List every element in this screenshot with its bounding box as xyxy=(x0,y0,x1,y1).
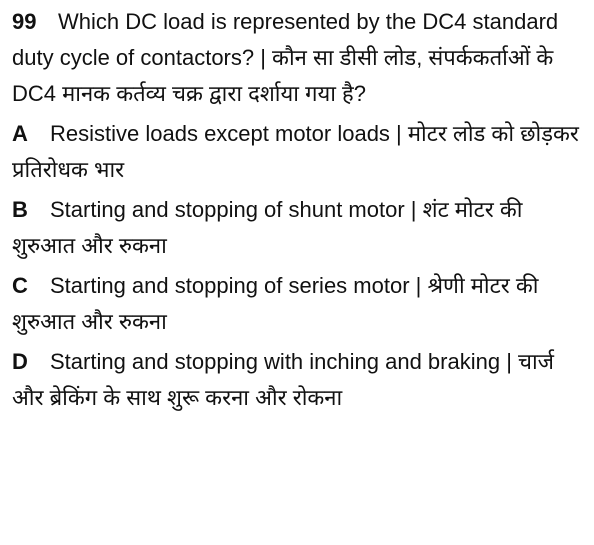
option-b[interactable] xyxy=(12,192,584,264)
question-text: Which DC load is represented by the DC4 standard duty cycle of contactors? | कौन सा डीसी लोड, संपर्ककर्ताओं के DC4 मानक कर्तव्य चक्र द्वारा दर्शाया गया है? xyxy=(12,9,559,106)
question-number: 99 xyxy=(12,9,37,34)
option-b-letter: B xyxy=(12,197,28,222)
option-a-text: Resistive loads except motor loads | मोटर लोड को छोड़कर प्रतिरोधक भार xyxy=(12,121,579,182)
option-d[interactable] xyxy=(12,344,584,416)
question xyxy=(12,4,584,112)
option-c[interactable] xyxy=(12,268,584,340)
option-d-text: Starting and stopping with inching and braking | चार्ज और ब्रेकिंग के साथ शुरू करना और रोकना xyxy=(12,349,555,410)
option-a-letter: A xyxy=(12,121,28,146)
option-c-text: Starting and stopping of series motor | श्रेणी मोटर की शुरुआत और रुकना xyxy=(12,273,539,334)
option-d-letter: D xyxy=(12,349,28,374)
option-c-letter: C xyxy=(12,273,28,298)
option-b-text: Starting and stopping of shunt motor | शंट मोटर की शुरुआत और रुकना xyxy=(12,197,523,258)
option-a[interactable] xyxy=(12,116,584,188)
